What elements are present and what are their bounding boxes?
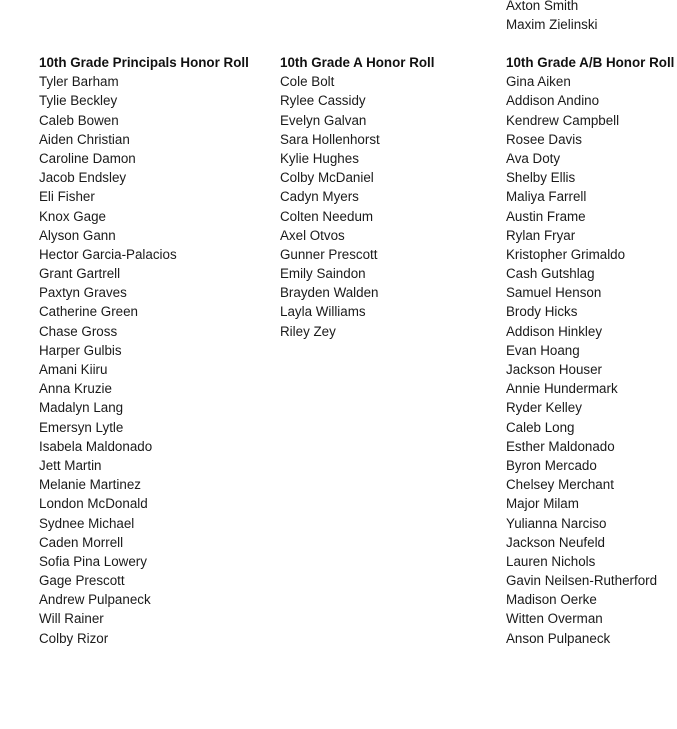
student-name: Riley Zey	[280, 323, 336, 339]
student-name: Caleb Bowen	[39, 112, 119, 128]
continued-list	[506, 0, 598, 34]
ab-honor-roll-heading: 10th Grade A/B Honor Roll	[506, 55, 675, 70]
student-name: Aiden Christian	[39, 131, 130, 147]
student-name: Yulianna Narciso	[506, 515, 607, 531]
student-name: Anna Kruzie	[39, 381, 112, 397]
continued-names	[506, 0, 598, 34]
student-name: Caleb Long	[506, 419, 575, 435]
student-name: Sara Hollenhorst	[280, 131, 380, 147]
student-name: Kylie Hughes	[280, 150, 359, 166]
student-name: Gavin Neilsen-Rutherford	[506, 573, 658, 589]
student-name: Caroline Damon	[39, 150, 136, 166]
ab-honor-roll-column	[506, 53, 674, 648]
student-name: Rosee Davis	[506, 131, 582, 147]
student-name: Isabela Maldonado	[39, 438, 153, 454]
student-name: Gina Aiken	[506, 74, 571, 90]
student-name: Knox Gage	[39, 208, 106, 224]
student-name: Grant Gartrell	[39, 266, 121, 282]
student-name: Rylee Cassidy	[280, 93, 366, 109]
a-honor-roll-list	[280, 72, 435, 341]
student-name: Gage Prescott	[39, 573, 125, 589]
student-name: Tyler Barham	[39, 74, 119, 90]
student-name: Emily Saindon	[280, 266, 366, 282]
student-name: Chase Gross	[39, 323, 118, 339]
student-name: London McDonald	[39, 496, 148, 512]
student-name: Will Rainer	[39, 611, 104, 627]
student-name: Hector Garcia-Palacios	[39, 246, 177, 262]
student-name: Addison Andino	[506, 93, 600, 109]
student-name: Cadyn Myers	[280, 189, 359, 205]
student-name: Cole Bolt	[280, 74, 335, 90]
student-name: Harper Gulbis	[39, 342, 122, 358]
a-honor-roll-heading: 10th Grade A Honor Roll	[280, 55, 435, 70]
student-name: Colby McDaniel	[280, 170, 374, 186]
student-name: Colten Needum	[280, 208, 374, 224]
a-honor-roll-column	[280, 53, 435, 341]
student-name: Catherine Green	[39, 304, 138, 320]
student-name: Jacob Endsley	[39, 170, 127, 186]
student-name: Axel Otvos	[280, 227, 345, 243]
student-name: Chelsey Merchant	[506, 477, 614, 493]
student-name: Byron Mercado	[506, 457, 597, 473]
student-name: Rylan Fryar	[506, 227, 576, 243]
student-name: Sofia Pina Lowery	[39, 553, 147, 569]
principals-honor-roll-list	[39, 72, 249, 648]
student-name: Ava Doty	[506, 150, 561, 166]
student-name: Evelyn Galvan	[280, 112, 367, 128]
student-name: Ryder Kelley	[506, 400, 582, 416]
student-name: Cash Gutshlag	[506, 266, 595, 282]
student-name: Shelby Ellis	[506, 170, 576, 186]
student-name: Anson Pulpaneck	[506, 630, 611, 646]
student-name: Melanie Martinez	[39, 477, 141, 493]
student-name: Andrew Pulpaneck	[39, 592, 151, 608]
student-name: Amani Kiiru	[39, 362, 108, 377]
student-name: Jackson Houser	[506, 362, 603, 377]
student-name: Brayden Walden	[280, 285, 379, 301]
student-name: Alyson Gann	[39, 227, 116, 243]
student-name: Lauren Nichols	[506, 553, 596, 569]
student-name: Austin Frame	[506, 208, 586, 224]
student-name: Maliya Farrell	[506, 189, 587, 205]
student-name: Madalyn Lang	[39, 400, 124, 416]
student-name: Colby Rizor	[39, 630, 109, 646]
student-name: Jett Martin	[39, 457, 102, 473]
student-name: Jackson Neufeld	[506, 534, 605, 550]
principals-honor-roll-heading: 10th Grade Principals Honor Roll	[39, 55, 249, 70]
principals-honor-roll-column	[39, 53, 249, 648]
student-name: Eli Fisher	[39, 189, 95, 205]
student-name: Major Milam	[506, 496, 579, 512]
student-name: Axton Smith	[506, 0, 579, 13]
student-name: Evan Hoang	[506, 342, 580, 358]
student-name: Layla Williams	[280, 304, 366, 320]
student-name: Kristopher Grimaldo	[506, 246, 626, 262]
student-name: Gunner Prescott	[280, 246, 378, 262]
student-name: Caden Morrell	[39, 534, 124, 550]
student-name: Annie Hundermark	[506, 381, 618, 397]
student-name: Esther Maldonado	[506, 438, 615, 454]
student-name: Brody Hicks	[506, 304, 578, 320]
student-name: Witten Overman	[506, 611, 603, 627]
student-name: Sydnee Michael	[39, 515, 135, 531]
student-name: Kendrew Campbell	[506, 112, 620, 128]
student-name: Samuel Henson	[506, 285, 602, 301]
student-name: Maxim Zielinski	[506, 17, 598, 33]
student-name: Addison Hinkley	[506, 323, 603, 339]
student-name: Paxtyn Graves	[39, 285, 127, 301]
ab-honor-roll-list	[506, 72, 674, 648]
student-name: Madison Oerke	[506, 592, 597, 608]
student-name: Tylie Beckley	[39, 93, 118, 109]
student-name: Emersyn Lytle	[39, 419, 124, 435]
